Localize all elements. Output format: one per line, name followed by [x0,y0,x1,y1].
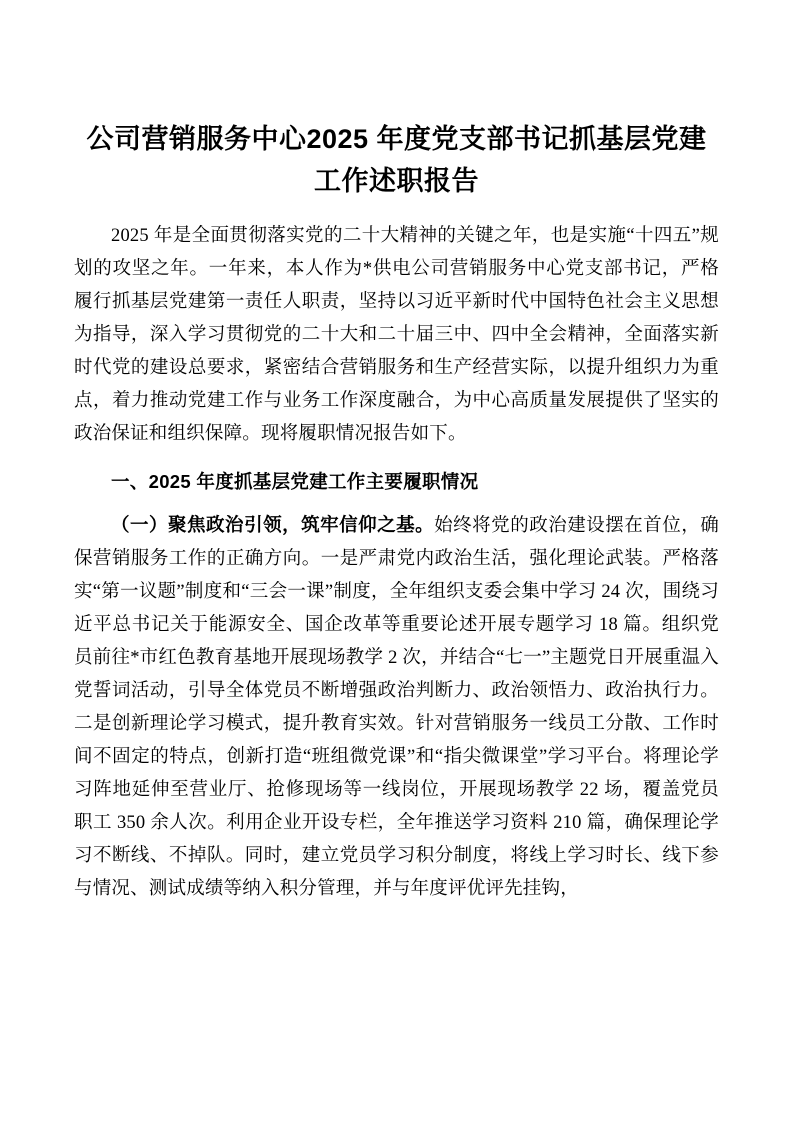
subsection-paragraph-1 [74,508,719,906]
subsection-lead-1: （一）聚焦政治引领，筑牢信仰之基。 [111,514,435,535]
page-title: 公司营销服务中心2025 年度党支部书记抓基层党建工作述职报告 [86,124,707,196]
section-heading-1: 一、2025 年度抓基层党建工作主要履职情况 [111,471,479,492]
intro-paragraph: 2025 年是全面贯彻落实党的二十大精神的关键之年，也是实施“十四五”规划的攻坚之年。一年来，本人作为*供电公司营销服务中心党支部书记，严格履行抓基层党建第一责任人职责，坚持以习近平新时代中国特色社会主义思想为指导，深入学习贯彻党的二十大和二十届三中、四中全会精神，全面落实新时代党的建设总要求，紧密结合营销服务和生产经营实际，以提升组织力为重点，着力推动党建工作与业务工作深度融合，为中心高质量发展提供了坚实的政治保证和组织保障。现将履职情况报告如下。 [74,226,719,444]
subsection-body-1: 始终将党的政治建设摆在首位，确保营销服务工作的正确方向。一是严肃党内政治生活，强化理论武装。严格落实“第一议题”制度和“三会一课”制度，全年组织支委会集中学习 24 次，围绕习近平总书记关于能源安全、国企改革等重要论述开展专题学习 18 篇。组织党员前往*市红色教育基地开展现场教学 2 次，并结合“七一”主题党日开展重温入党誓词活动，引导全体党员不断增强政治判断力、政治领悟力、政治执行力。二是创新理论学习模式，提升教育实效。针对营销服务一线员工分散、工作时间不固定的特点，创新打造“班组微党课”和“指尖微课堂”学习平台。将理论学习阵地延伸至营业厅、抢修现场等一线岗位，开展现场教学 22 场，覆盖党员职工 350 余人次。利用企业开设专栏，全年推送学习资料 210 篇，确保理论学习不断线、不掉队。同时，建立党员学习积分制度，将线上学习时长、线下参与情况、测试成绩等纳入积分管理，并与年度评优评先挂钩， [74,516,719,899]
